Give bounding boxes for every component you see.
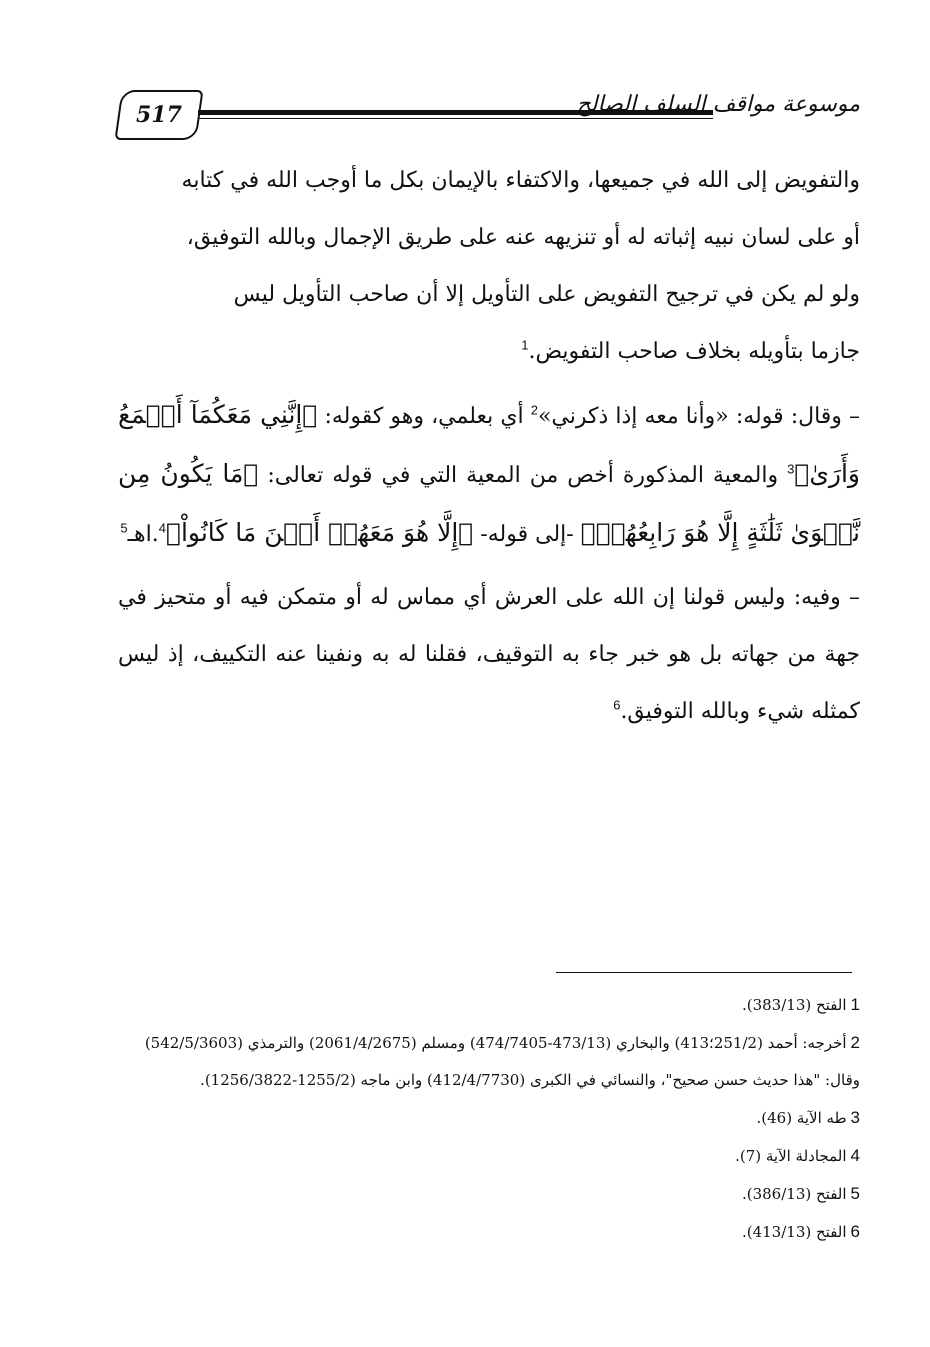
footnote-item [118, 1213, 860, 1251]
footnote-text: المجادلة الآية (7). [735, 1147, 847, 1165]
body-line: والتفويض إلى الله في جميعها، والاكتفاء بالإيمان بكل ما أوجب الله في كتابه [181, 168, 860, 193]
footnote-item [118, 1175, 860, 1213]
footnote-number: 1 [850, 995, 860, 1014]
page-number: 517 [136, 102, 182, 128]
footnote-ref: 1 [521, 337, 529, 353]
footnote-number: 4 [850, 1146, 860, 1165]
footnote-text: الفتح (413/13). [741, 1223, 847, 1241]
body-line-text: جازما بتأويله بخلاف صاحب التفويض. [528, 339, 860, 364]
footnote-separator [556, 972, 852, 973]
body-line: ولو لم يكن في ترجيح التفويض على التأويل إلا أن صاحب التأويل ليس [233, 282, 860, 307]
series-title: موسوعة مواقف السلف الصالح [576, 92, 860, 117]
footnote-item [118, 986, 860, 1024]
body-line [118, 323, 860, 380]
header-rule-thin [198, 118, 713, 119]
body-line: أو على لسان نبيه إثباته له أو تنزيهه عنه على طريق الإجمال وبالله التوفيق، [186, 225, 860, 250]
footnote-ref: 4 [158, 520, 166, 536]
footnote-text: الفتح (386/13). [741, 1185, 847, 1203]
footnote-number: 3 [850, 1108, 860, 1127]
footnote-text: طه الآية (46). [756, 1109, 847, 1127]
paragraph-quote [118, 386, 860, 563]
footnote-ref: 5 [120, 520, 128, 536]
paragraph-text: – وفيه: وليس قولنا إن الله على العرش أي مماس له أو متمكن فيه أو متحيز في جهة من جهاته بل هو خبر جاء به التوقيف، فقلنا له به ونفينا عنه التكييف، إذ ليس كمثله شيء وبالله التوفيق. [118, 585, 860, 724]
footnote-ref: 3 [787, 461, 795, 477]
quote-end: .اهـ [127, 522, 159, 547]
footnote-item [118, 1024, 860, 1099]
footnote-number: 2 [850, 1033, 860, 1052]
quran-verse: ﴿إِنَّنِي مَعَكُمَآ أَسۡمَعُ وَأَرَىٰ﴾ [118, 400, 860, 488]
footnote-number: 6 [850, 1222, 860, 1241]
footnote-item [118, 1099, 860, 1137]
main-text [118, 152, 860, 740]
paragraph-fihi [118, 569, 860, 740]
footnote-text: أخرجه: أحمد (251/2؛413) والبخاري (473/13-474/7405) ومسلم (2061/4/2675) والترمذي (542/5/3603) وقال: "هذا حديث حسن صحيح"، والنسائي في الكبرى (412/4/7730) وابن ماجه (1255/2-1256/3822). [144, 1034, 860, 1089]
footnote-text: الفتح (383/13). [741, 996, 847, 1014]
quote-after: والمعية المذكورة أخص من المعية التي في قوله تعالى: [258, 463, 788, 488]
quote-mid: أي بعلمي، وهو كقوله: [317, 404, 531, 429]
quote-middle: -إلى قوله- [473, 522, 581, 547]
quran-verse: ﴿إِلَّا هُوَ مَعَهُمۡ أَيۡنَ مَا كَانُواْ﴾ [165, 518, 474, 547]
quote-lead: – وقال: قوله: «وأنا معه إذا ذكرني» [537, 404, 861, 429]
footnote-ref: 6 [613, 697, 621, 713]
footnote-ref: 2 [530, 402, 538, 418]
quran-verse: ﴿مَا يَكُونُ مِن نَّجۡوَىٰ ثَلَٰثَةٍ إِلَّا هُوَ رَابِعُهُمۡ﴾ [118, 459, 860, 547]
page-number-badge [114, 90, 203, 140]
footnotes [118, 986, 860, 1251]
footnote-item [118, 1137, 860, 1175]
footnote-number: 5 [850, 1184, 860, 1203]
page-header [110, 88, 860, 142]
